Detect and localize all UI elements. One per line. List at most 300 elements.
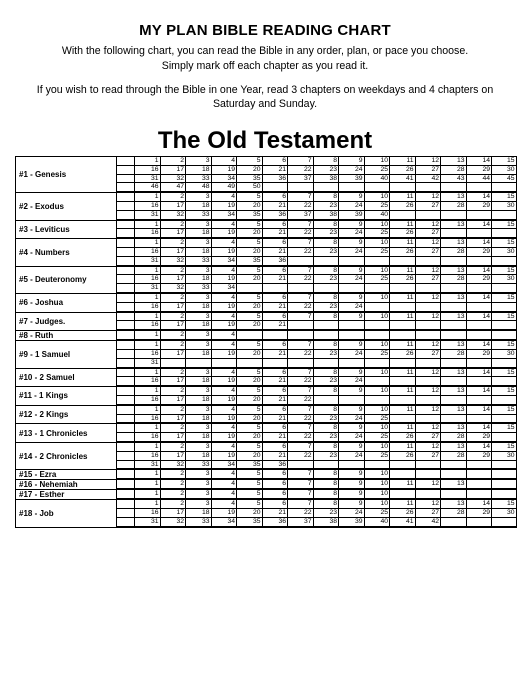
chapter-checkbox[interactable]: 6 xyxy=(262,369,288,378)
chapter-checkbox[interactable]: 14 xyxy=(466,341,492,350)
chapter-checkbox[interactable]: 46 xyxy=(134,183,160,192)
chapter-checkbox[interactable]: 10 xyxy=(364,267,390,276)
chapter-checkbox[interactable]: 5 xyxy=(236,341,262,350)
chapter-checkbox[interactable]: 2 xyxy=(160,267,186,276)
chapter-checkbox[interactable]: 28 xyxy=(440,202,466,211)
chapter-checkbox[interactable]: 5 xyxy=(236,294,262,303)
chapter-checkbox[interactable]: 16 xyxy=(134,303,160,312)
chapter-checkbox[interactable]: 8 xyxy=(313,239,339,248)
chapter-checkbox[interactable]: 17 xyxy=(160,452,186,461)
chapter-checkbox[interactable]: 29 xyxy=(466,452,492,461)
chapter-checkbox[interactable]: 8 xyxy=(313,294,339,303)
chapter-checkbox[interactable]: 27 xyxy=(415,433,441,442)
chapter-checkbox[interactable]: 12 xyxy=(415,157,441,166)
chapter-checkbox[interactable]: 40 xyxy=(364,211,390,220)
chapter-checkbox[interactable]: 19 xyxy=(211,509,237,518)
chapter-checkbox[interactable]: 50 xyxy=(236,183,262,192)
chapter-checkbox[interactable]: 30 xyxy=(491,275,517,284)
chapter-checkbox[interactable]: 33 xyxy=(185,284,211,293)
chapter-checkbox[interactable]: 7 xyxy=(287,267,313,276)
chapter-checkbox[interactable]: 7 xyxy=(287,341,313,350)
chapter-checkbox[interactable]: 7 xyxy=(287,294,313,303)
chapter-checkbox[interactable]: 19 xyxy=(211,452,237,461)
chapter-checkbox[interactable]: 3 xyxy=(185,294,211,303)
chapter-checkbox[interactable]: 33 xyxy=(185,518,211,527)
chapter-checkbox[interactable]: 31 xyxy=(134,257,160,266)
chapter-checkbox[interactable]: 9 xyxy=(338,443,364,452)
chapter-checkbox[interactable]: 25 xyxy=(364,248,390,257)
chapter-checkbox[interactable]: 19 xyxy=(211,377,237,386)
chapter-checkbox[interactable]: 11 xyxy=(389,294,415,303)
chapter-checkbox[interactable]: 22 xyxy=(287,275,313,284)
chapter-checkbox[interactable]: 5 xyxy=(236,470,262,479)
chapter-checkbox[interactable]: 42 xyxy=(415,518,441,527)
chapter-checkbox[interactable]: 23 xyxy=(313,509,339,518)
chapter-checkbox[interactable]: 42 xyxy=(415,175,441,184)
chapter-checkbox[interactable]: 7 xyxy=(287,239,313,248)
chapter-checkbox[interactable]: 3 xyxy=(185,424,211,433)
chapter-checkbox[interactable]: 10 xyxy=(364,490,390,499)
chapter-checkbox[interactable]: 10 xyxy=(364,239,390,248)
chapter-checkbox[interactable]: 11 xyxy=(389,406,415,415)
chapter-checkbox[interactable]: 5 xyxy=(236,406,262,415)
chapter-checkbox[interactable]: 10 xyxy=(364,157,390,166)
chapter-checkbox[interactable]: 13 xyxy=(440,480,466,489)
chapter-checkbox[interactable]: 6 xyxy=(262,341,288,350)
chapter-checkbox[interactable]: 35 xyxy=(236,461,262,470)
chapter-checkbox[interactable]: 1 xyxy=(134,424,160,433)
chapter-checkbox[interactable]: 5 xyxy=(236,369,262,378)
chapter-checkbox[interactable]: 7 xyxy=(287,500,313,509)
chapter-checkbox[interactable]: 10 xyxy=(364,406,390,415)
chapter-checkbox[interactable]: 18 xyxy=(185,452,211,461)
chapter-checkbox[interactable]: 21 xyxy=(262,377,288,386)
chapter-checkbox[interactable]: 6 xyxy=(262,239,288,248)
chapter-checkbox[interactable]: 15 xyxy=(491,267,517,276)
chapter-checkbox[interactable]: 18 xyxy=(185,509,211,518)
chapter-checkbox[interactable]: 13 xyxy=(440,193,466,202)
chapter-checkbox[interactable]: 10 xyxy=(364,424,390,433)
chapter-checkbox[interactable]: 21 xyxy=(262,202,288,211)
chapter-checkbox[interactable]: 12 xyxy=(415,267,441,276)
chapter-checkbox[interactable]: 32 xyxy=(160,211,186,220)
chapter-checkbox[interactable]: 15 xyxy=(491,443,517,452)
chapter-checkbox[interactable]: 1 xyxy=(134,331,160,340)
chapter-checkbox[interactable]: 21 xyxy=(262,350,288,359)
chapter-checkbox[interactable]: 32 xyxy=(160,175,186,184)
chapter-checkbox[interactable]: 12 xyxy=(415,221,441,230)
chapter-checkbox[interactable]: 20 xyxy=(236,452,262,461)
chapter-checkbox[interactable]: 24 xyxy=(338,350,364,359)
chapter-checkbox[interactable]: 18 xyxy=(185,303,211,312)
chapter-checkbox[interactable]: 19 xyxy=(211,248,237,257)
chapter-checkbox[interactable]: 1 xyxy=(134,313,160,322)
chapter-checkbox[interactable]: 6 xyxy=(262,193,288,202)
chapter-checkbox[interactable]: 29 xyxy=(466,433,492,442)
chapter-checkbox[interactable]: 4 xyxy=(211,500,237,509)
chapter-checkbox[interactable]: 21 xyxy=(262,396,288,405)
chapter-checkbox[interactable]: 10 xyxy=(364,387,390,396)
chapter-checkbox[interactable]: 47 xyxy=(160,183,186,192)
chapter-checkbox[interactable]: 1 xyxy=(134,294,160,303)
chapter-checkbox[interactable]: 2 xyxy=(160,331,186,340)
chapter-checkbox[interactable]: 17 xyxy=(160,166,186,175)
chapter-checkbox[interactable]: 17 xyxy=(160,377,186,386)
chapter-checkbox[interactable]: 8 xyxy=(313,490,339,499)
chapter-checkbox[interactable]: 2 xyxy=(160,313,186,322)
chapter-checkbox[interactable]: 16 xyxy=(134,396,160,405)
chapter-checkbox[interactable]: 8 xyxy=(313,443,339,452)
chapter-checkbox[interactable]: 41 xyxy=(389,518,415,527)
chapter-checkbox[interactable]: 6 xyxy=(262,490,288,499)
chapter-checkbox[interactable]: 13 xyxy=(440,387,466,396)
chapter-checkbox[interactable]: 17 xyxy=(160,303,186,312)
chapter-checkbox[interactable]: 26 xyxy=(389,166,415,175)
chapter-checkbox[interactable]: 4 xyxy=(211,443,237,452)
chapter-checkbox[interactable]: 2 xyxy=(160,490,186,499)
chapter-checkbox[interactable]: 29 xyxy=(466,248,492,257)
chapter-checkbox[interactable]: 16 xyxy=(134,229,160,238)
chapter-checkbox[interactable]: 5 xyxy=(236,267,262,276)
chapter-checkbox[interactable]: 22 xyxy=(287,509,313,518)
chapter-checkbox[interactable]: 14 xyxy=(466,267,492,276)
chapter-checkbox[interactable]: 28 xyxy=(440,509,466,518)
chapter-checkbox[interactable]: 4 xyxy=(211,221,237,230)
chapter-checkbox[interactable]: 30 xyxy=(491,202,517,211)
chapter-checkbox[interactable]: 9 xyxy=(338,387,364,396)
chapter-checkbox[interactable]: 2 xyxy=(160,157,186,166)
chapter-checkbox[interactable]: 2 xyxy=(160,500,186,509)
chapter-checkbox[interactable]: 31 xyxy=(134,461,160,470)
chapter-checkbox[interactable]: 8 xyxy=(313,221,339,230)
chapter-checkbox[interactable]: 32 xyxy=(160,284,186,293)
chapter-checkbox[interactable]: 3 xyxy=(185,470,211,479)
chapter-checkbox[interactable]: 6 xyxy=(262,387,288,396)
chapter-checkbox[interactable]: 39 xyxy=(338,518,364,527)
chapter-checkbox[interactable]: 38 xyxy=(313,175,339,184)
chapter-checkbox[interactable]: 7 xyxy=(287,490,313,499)
chapter-checkbox[interactable]: 5 xyxy=(236,424,262,433)
chapter-checkbox[interactable]: 24 xyxy=(338,433,364,442)
chapter-checkbox[interactable]: 10 xyxy=(364,313,390,322)
chapter-checkbox[interactable]: 1 xyxy=(134,490,160,499)
chapter-checkbox[interactable]: 7 xyxy=(287,387,313,396)
chapter-checkbox[interactable]: 10 xyxy=(364,221,390,230)
chapter-checkbox[interactable]: 21 xyxy=(262,509,288,518)
chapter-checkbox[interactable]: 2 xyxy=(160,294,186,303)
chapter-checkbox[interactable]: 7 xyxy=(287,424,313,433)
chapter-checkbox[interactable]: 17 xyxy=(160,350,186,359)
chapter-checkbox[interactable]: 17 xyxy=(160,509,186,518)
chapter-checkbox[interactable]: 2 xyxy=(160,221,186,230)
chapter-checkbox[interactable]: 39 xyxy=(338,211,364,220)
chapter-checkbox[interactable]: 14 xyxy=(466,406,492,415)
chapter-checkbox[interactable]: 27 xyxy=(415,275,441,284)
chapter-checkbox[interactable]: 21 xyxy=(262,303,288,312)
chapter-checkbox[interactable]: 12 xyxy=(415,500,441,509)
chapter-checkbox[interactable]: 26 xyxy=(389,202,415,211)
chapter-checkbox[interactable]: 1 xyxy=(134,193,160,202)
chapter-checkbox[interactable]: 6 xyxy=(262,221,288,230)
chapter-checkbox[interactable]: 33 xyxy=(185,461,211,470)
chapter-checkbox[interactable]: 6 xyxy=(262,406,288,415)
chapter-checkbox[interactable]: 17 xyxy=(160,275,186,284)
chapter-checkbox[interactable]: 2 xyxy=(160,470,186,479)
chapter-checkbox[interactable]: 14 xyxy=(466,387,492,396)
chapter-checkbox[interactable]: 36 xyxy=(262,211,288,220)
chapter-checkbox[interactable]: 3 xyxy=(185,341,211,350)
chapter-checkbox[interactable]: 4 xyxy=(211,424,237,433)
chapter-checkbox[interactable]: 11 xyxy=(389,267,415,276)
chapter-checkbox[interactable]: 22 xyxy=(287,166,313,175)
chapter-checkbox[interactable]: 20 xyxy=(236,321,262,330)
chapter-checkbox[interactable]: 14 xyxy=(466,500,492,509)
chapter-checkbox[interactable]: 11 xyxy=(389,443,415,452)
chapter-checkbox[interactable]: 4 xyxy=(211,406,237,415)
chapter-checkbox[interactable]: 25 xyxy=(364,229,390,238)
chapter-checkbox[interactable]: 13 xyxy=(440,221,466,230)
chapter-checkbox[interactable]: 11 xyxy=(389,424,415,433)
chapter-checkbox[interactable]: 13 xyxy=(440,294,466,303)
chapter-checkbox[interactable]: 25 xyxy=(364,452,390,461)
chapter-checkbox[interactable]: 6 xyxy=(262,443,288,452)
chapter-checkbox[interactable]: 15 xyxy=(491,341,517,350)
chapter-checkbox[interactable]: 2 xyxy=(160,480,186,489)
chapter-checkbox[interactable]: 1 xyxy=(134,443,160,452)
chapter-checkbox[interactable]: 36 xyxy=(262,175,288,184)
chapter-checkbox[interactable]: 16 xyxy=(134,452,160,461)
chapter-checkbox[interactable]: 22 xyxy=(287,396,313,405)
chapter-checkbox[interactable]: 8 xyxy=(313,193,339,202)
chapter-checkbox[interactable]: 23 xyxy=(313,248,339,257)
chapter-checkbox[interactable]: 16 xyxy=(134,415,160,424)
chapter-checkbox[interactable]: 13 xyxy=(440,341,466,350)
chapter-checkbox[interactable]: 1 xyxy=(134,157,160,166)
chapter-checkbox[interactable]: 14 xyxy=(466,221,492,230)
chapter-checkbox[interactable]: 7 xyxy=(287,221,313,230)
chapter-checkbox[interactable]: 9 xyxy=(338,157,364,166)
chapter-checkbox[interactable]: 24 xyxy=(338,415,364,424)
chapter-checkbox[interactable]: 36 xyxy=(262,461,288,470)
chapter-checkbox[interactable]: 1 xyxy=(134,267,160,276)
chapter-checkbox[interactable]: 31 xyxy=(134,175,160,184)
chapter-checkbox[interactable]: 11 xyxy=(389,313,415,322)
chapter-checkbox[interactable]: 43 xyxy=(440,175,466,184)
chapter-checkbox[interactable]: 33 xyxy=(185,175,211,184)
chapter-checkbox[interactable]: 1 xyxy=(134,470,160,479)
chapter-checkbox[interactable]: 12 xyxy=(415,387,441,396)
chapter-checkbox[interactable]: 9 xyxy=(338,369,364,378)
chapter-checkbox[interactable]: 10 xyxy=(364,443,390,452)
chapter-checkbox[interactable]: 34 xyxy=(211,284,237,293)
chapter-checkbox[interactable]: 12 xyxy=(415,443,441,452)
chapter-checkbox[interactable]: 19 xyxy=(211,415,237,424)
chapter-checkbox[interactable]: 12 xyxy=(415,193,441,202)
chapter-checkbox[interactable]: 7 xyxy=(287,406,313,415)
chapter-checkbox[interactable]: 22 xyxy=(287,303,313,312)
chapter-checkbox[interactable]: 19 xyxy=(211,275,237,284)
chapter-checkbox[interactable]: 8 xyxy=(313,157,339,166)
chapter-checkbox[interactable]: 18 xyxy=(185,202,211,211)
chapter-checkbox[interactable]: 4 xyxy=(211,294,237,303)
chapter-checkbox[interactable]: 25 xyxy=(364,350,390,359)
chapter-checkbox[interactable]: 5 xyxy=(236,313,262,322)
chapter-checkbox[interactable]: 26 xyxy=(389,433,415,442)
chapter-checkbox[interactable]: 24 xyxy=(338,275,364,284)
chapter-checkbox[interactable]: 14 xyxy=(466,157,492,166)
chapter-checkbox[interactable]: 31 xyxy=(134,284,160,293)
chapter-checkbox[interactable]: 22 xyxy=(287,229,313,238)
chapter-checkbox[interactable]: 5 xyxy=(236,193,262,202)
chapter-checkbox[interactable]: 1 xyxy=(134,239,160,248)
chapter-checkbox[interactable]: 31 xyxy=(134,211,160,220)
chapter-checkbox[interactable]: 24 xyxy=(338,202,364,211)
chapter-checkbox[interactable]: 4 xyxy=(211,239,237,248)
chapter-checkbox[interactable]: 23 xyxy=(313,415,339,424)
chapter-checkbox[interactable]: 17 xyxy=(160,229,186,238)
chapter-checkbox[interactable]: 18 xyxy=(185,396,211,405)
chapter-checkbox[interactable]: 11 xyxy=(389,239,415,248)
chapter-checkbox[interactable]: 16 xyxy=(134,248,160,257)
chapter-checkbox[interactable]: 22 xyxy=(287,415,313,424)
chapter-checkbox[interactable]: 18 xyxy=(185,229,211,238)
chapter-checkbox[interactable]: 27 xyxy=(415,509,441,518)
chapter-checkbox[interactable]: 9 xyxy=(338,267,364,276)
chapter-checkbox[interactable]: 14 xyxy=(466,239,492,248)
chapter-checkbox[interactable]: 35 xyxy=(236,257,262,266)
chapter-checkbox[interactable]: 22 xyxy=(287,202,313,211)
chapter-checkbox[interactable]: 6 xyxy=(262,294,288,303)
chapter-checkbox[interactable]: 16 xyxy=(134,377,160,386)
chapter-checkbox[interactable]: 8 xyxy=(313,480,339,489)
chapter-checkbox[interactable]: 11 xyxy=(389,500,415,509)
chapter-checkbox[interactable]: 1 xyxy=(134,369,160,378)
chapter-checkbox[interactable]: 4 xyxy=(211,480,237,489)
chapter-checkbox[interactable]: 9 xyxy=(338,480,364,489)
chapter-checkbox[interactable]: 13 xyxy=(440,267,466,276)
chapter-checkbox[interactable]: 8 xyxy=(313,267,339,276)
chapter-checkbox[interactable]: 19 xyxy=(211,396,237,405)
chapter-checkbox[interactable]: 20 xyxy=(236,415,262,424)
chapter-checkbox[interactable]: 26 xyxy=(389,452,415,461)
chapter-checkbox[interactable]: 28 xyxy=(440,433,466,442)
chapter-checkbox[interactable]: 13 xyxy=(440,313,466,322)
chapter-checkbox[interactable]: 19 xyxy=(211,321,237,330)
chapter-checkbox[interactable]: 3 xyxy=(185,443,211,452)
chapter-checkbox[interactable]: 13 xyxy=(440,500,466,509)
chapter-checkbox[interactable]: 27 xyxy=(415,166,441,175)
chapter-checkbox[interactable]: 16 xyxy=(134,202,160,211)
chapter-checkbox[interactable]: 29 xyxy=(466,509,492,518)
chapter-checkbox[interactable]: 4 xyxy=(211,387,237,396)
chapter-checkbox[interactable]: 5 xyxy=(236,387,262,396)
chapter-checkbox[interactable]: 11 xyxy=(389,369,415,378)
chapter-checkbox[interactable]: 14 xyxy=(466,313,492,322)
chapter-checkbox[interactable]: 9 xyxy=(338,239,364,248)
chapter-checkbox[interactable]: 30 xyxy=(491,509,517,518)
chapter-checkbox[interactable]: 39 xyxy=(338,175,364,184)
chapter-checkbox[interactable]: 10 xyxy=(364,500,390,509)
chapter-checkbox[interactable]: 3 xyxy=(185,331,211,340)
chapter-checkbox[interactable]: 11 xyxy=(389,221,415,230)
chapter-checkbox[interactable]: 49 xyxy=(211,183,237,192)
chapter-checkbox[interactable]: 28 xyxy=(440,452,466,461)
chapter-checkbox[interactable]: 34 xyxy=(211,518,237,527)
chapter-checkbox[interactable]: 36 xyxy=(262,518,288,527)
chapter-checkbox[interactable]: 17 xyxy=(160,433,186,442)
chapter-checkbox[interactable]: 3 xyxy=(185,193,211,202)
chapter-checkbox[interactable]: 15 xyxy=(491,369,517,378)
chapter-checkbox[interactable]: 24 xyxy=(338,509,364,518)
chapter-checkbox[interactable]: 3 xyxy=(185,490,211,499)
chapter-checkbox[interactable]: 14 xyxy=(466,369,492,378)
chapter-checkbox[interactable]: 5 xyxy=(236,480,262,489)
chapter-checkbox[interactable]: 2 xyxy=(160,369,186,378)
chapter-checkbox[interactable]: 17 xyxy=(160,415,186,424)
chapter-checkbox[interactable]: 7 xyxy=(287,313,313,322)
chapter-checkbox[interactable]: 3 xyxy=(185,369,211,378)
chapter-checkbox[interactable]: 4 xyxy=(211,313,237,322)
chapter-checkbox[interactable]: 14 xyxy=(466,294,492,303)
chapter-checkbox[interactable]: 20 xyxy=(236,377,262,386)
chapter-checkbox[interactable]: 3 xyxy=(185,480,211,489)
chapter-checkbox[interactable]: 20 xyxy=(236,350,262,359)
chapter-checkbox[interactable]: 36 xyxy=(262,257,288,266)
chapter-checkbox[interactable]: 34 xyxy=(211,211,237,220)
chapter-checkbox[interactable]: 25 xyxy=(364,509,390,518)
chapter-checkbox[interactable]: 23 xyxy=(313,229,339,238)
chapter-checkbox[interactable]: 27 xyxy=(415,229,441,238)
chapter-checkbox[interactable]: 15 xyxy=(491,387,517,396)
chapter-checkbox[interactable]: 3 xyxy=(185,406,211,415)
chapter-checkbox[interactable]: 29 xyxy=(466,350,492,359)
chapter-checkbox[interactable]: 1 xyxy=(134,221,160,230)
chapter-checkbox[interactable]: 16 xyxy=(134,433,160,442)
chapter-checkbox[interactable]: 34 xyxy=(211,461,237,470)
chapter-checkbox[interactable]: 18 xyxy=(185,350,211,359)
chapter-checkbox[interactable]: 34 xyxy=(211,175,237,184)
chapter-checkbox[interactable]: 5 xyxy=(236,443,262,452)
chapter-checkbox[interactable]: 9 xyxy=(338,500,364,509)
chapter-checkbox[interactable]: 9 xyxy=(338,406,364,415)
chapter-checkbox[interactable]: 1 xyxy=(134,406,160,415)
chapter-checkbox[interactable]: 25 xyxy=(364,433,390,442)
chapter-checkbox[interactable]: 8 xyxy=(313,500,339,509)
chapter-checkbox[interactable]: 3 xyxy=(185,221,211,230)
chapter-checkbox[interactable]: 28 xyxy=(440,248,466,257)
chapter-checkbox[interactable]: 37 xyxy=(287,211,313,220)
chapter-checkbox[interactable]: 15 xyxy=(491,193,517,202)
chapter-checkbox[interactable]: 4 xyxy=(211,267,237,276)
chapter-checkbox[interactable]: 6 xyxy=(262,470,288,479)
chapter-checkbox[interactable]: 24 xyxy=(338,248,364,257)
chapter-checkbox[interactable]: 17 xyxy=(160,248,186,257)
chapter-checkbox[interactable]: 16 xyxy=(134,166,160,175)
chapter-checkbox[interactable]: 32 xyxy=(160,518,186,527)
chapter-checkbox[interactable]: 14 xyxy=(466,193,492,202)
chapter-checkbox[interactable]: 12 xyxy=(415,239,441,248)
chapter-checkbox[interactable]: 20 xyxy=(236,303,262,312)
chapter-checkbox[interactable]: 34 xyxy=(211,257,237,266)
chapter-checkbox[interactable]: 9 xyxy=(338,193,364,202)
chapter-checkbox[interactable]: 27 xyxy=(415,248,441,257)
chapter-checkbox[interactable]: 27 xyxy=(415,202,441,211)
chapter-checkbox[interactable]: 18 xyxy=(185,321,211,330)
chapter-checkbox[interactable]: 14 xyxy=(466,424,492,433)
chapter-checkbox[interactable]: 6 xyxy=(262,313,288,322)
chapter-checkbox[interactable]: 19 xyxy=(211,433,237,442)
chapter-checkbox[interactable]: 41 xyxy=(389,175,415,184)
